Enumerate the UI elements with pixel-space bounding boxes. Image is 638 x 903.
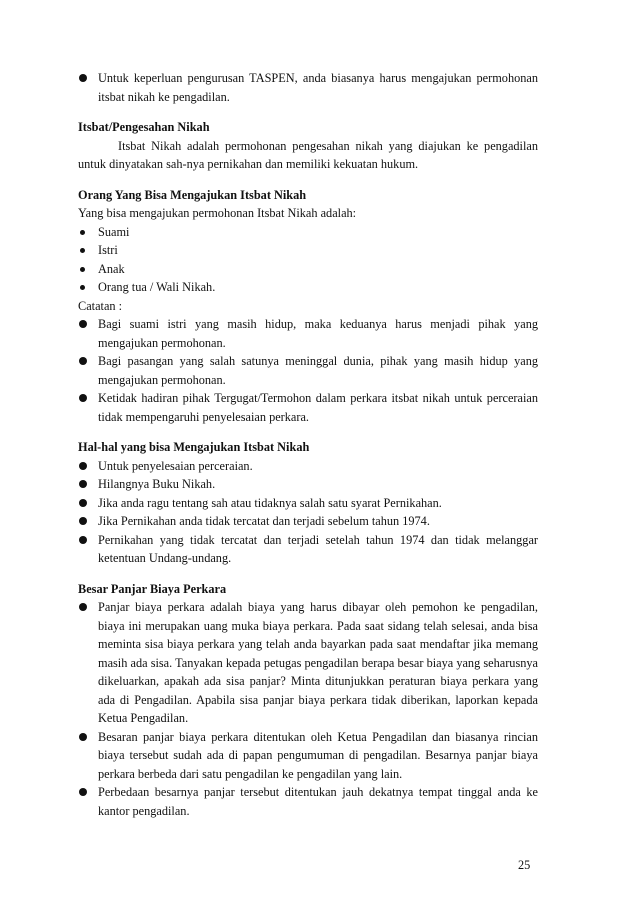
bullet-icon (79, 733, 87, 741)
list-item (78, 278, 538, 297)
list-item (78, 69, 538, 106)
bullet-icon (80, 230, 85, 235)
list-item (78, 783, 538, 820)
list-item-text: Anak (98, 261, 125, 276)
bullet-icon (80, 267, 85, 272)
list-item-text: Untuk keperluan pengurusan TASPEN, anda biasanya harus mengajukan permohonan itsbat nikah ke pengadilan. (98, 71, 538, 104)
bullet-icon (79, 74, 87, 82)
list-item (78, 598, 538, 728)
section-heading-itsbat: Itsbat/Pengesahan Nikah (78, 120, 210, 134)
bullet-icon (80, 285, 85, 290)
bullet-icon (79, 394, 87, 402)
itsbat-paragraph: Itsbat Nikah adalah permohonan pengesahan nikah yang diajukan ke pengadilan untuk dinyatakan sah-nya pernikahan dan memiliki kekuatan hukum. (78, 138, 538, 171)
bullet-icon (79, 480, 87, 488)
list-item (78, 260, 538, 279)
bullet-icon (79, 536, 87, 544)
list-item (78, 315, 538, 352)
list-item (78, 223, 538, 242)
list-item-text: Panjar biaya perkara adalah biaya yang harus dibayar oleh pemohon ke pengadilan, biaya ini merupakan uang muka biaya perkara. Pada saat sidang telah selesai, anda bisa meminta sisa biaya perkara yang telah anda bayarkan pada saat mendaftar jika memang masih ada sisa. Tanyakan kepada petugas pengadilan berapa besar biaya yang seharusnya dikeluarkan, apakah ada sisa panjar? Minta ditunjukkan peraturan biaya perkara yang ada di Pengadilan. Apabila sisa panjar biaya perkara tidak diberikan, laporkan kepada Ketua Pengadilan. (98, 600, 538, 725)
list-item (78, 531, 538, 568)
list-item-text: Jika Pernikahan anda tidak tercatat dan terjadi sebelum tahun 1974. (98, 514, 430, 528)
bullet-icon (79, 320, 87, 328)
bullet-icon (79, 788, 87, 796)
list-item-text: Perbedaan besarnya panjar tersebut ditentukan jauh dekatnya tempat tinggal anda ke kantor pengadilan. (98, 785, 538, 818)
page-content (78, 69, 538, 820)
bullet-icon (79, 357, 87, 365)
section-heading-who-can-apply: Orang Yang Bisa Mengajukan Itsbat Nikah (78, 187, 307, 202)
bullet-icon (79, 603, 87, 611)
list-item-text: Besaran panjar biaya perkara ditentukan oleh Ketua Pengadilan dan biasanya rincian biaya tersebut sudah ada di papan pengumuman di pengadilan. Besarnya panjar biaya perkara berbeda dari satu pengadilan ke pengadilan yang lain. (98, 729, 538, 781)
list-item (78, 457, 538, 476)
section-heading-matters: Hal-hal yang bisa Mengajukan Itsbat Nikah (78, 440, 310, 454)
list-item (78, 494, 538, 513)
list-item (78, 389, 538, 426)
list-item (78, 475, 538, 494)
bullet-icon (79, 499, 87, 507)
list-item-text: Untuk penyelesaian perceraian. (98, 458, 253, 473)
list-item-text: Bagi suami istri yang masih hidup, maka keduanya harus menjadi pihak yang mengajukan permohonan. (98, 317, 538, 350)
list-item-text: Jika anda ragu tentang sah atau tidaknya salah satu syarat Pernikahan. (98, 495, 442, 510)
list-item (78, 728, 538, 784)
who-can-apply-intro: Yang bisa mengajukan permohonan Itsbat Nikah adalah: (78, 206, 357, 220)
list-item-text: Istri (98, 243, 118, 257)
bullet-icon (79, 517, 87, 525)
bullet-icon (80, 248, 85, 253)
bullet-icon (79, 462, 87, 470)
list-item-text: Pernikahan yang tidak tercatat dan terjadi setelah tahun 1974 dan tidak melanggar ketentuan Undang-undang. (98, 532, 538, 565)
list-item-text: Hilangnya Buku Nikah. (98, 477, 216, 491)
list-item (78, 241, 538, 260)
list-item-text: Bagi pasangan yang salah satunya meninggal dunia, pihak yang masih hidup yang mengajukan permohonan. (98, 354, 538, 387)
notes-label: Catatan : (78, 298, 123, 313)
list-item-text: Suami (98, 224, 130, 239)
list-item-text: Orang tua / Wali Nikah. (98, 280, 216, 294)
list-item-text: Ketidak hadiran pihak Tergugat/Termohon dalam perkara itsbat nikah untuk perceraian tidak mempengaruhi penyelesaian perkara. (98, 391, 538, 424)
section-heading-fees: Besar Panjar Biaya Perkara (78, 581, 227, 596)
list-item (78, 352, 538, 389)
list-item (78, 512, 538, 531)
page-number: 25 (518, 858, 531, 872)
